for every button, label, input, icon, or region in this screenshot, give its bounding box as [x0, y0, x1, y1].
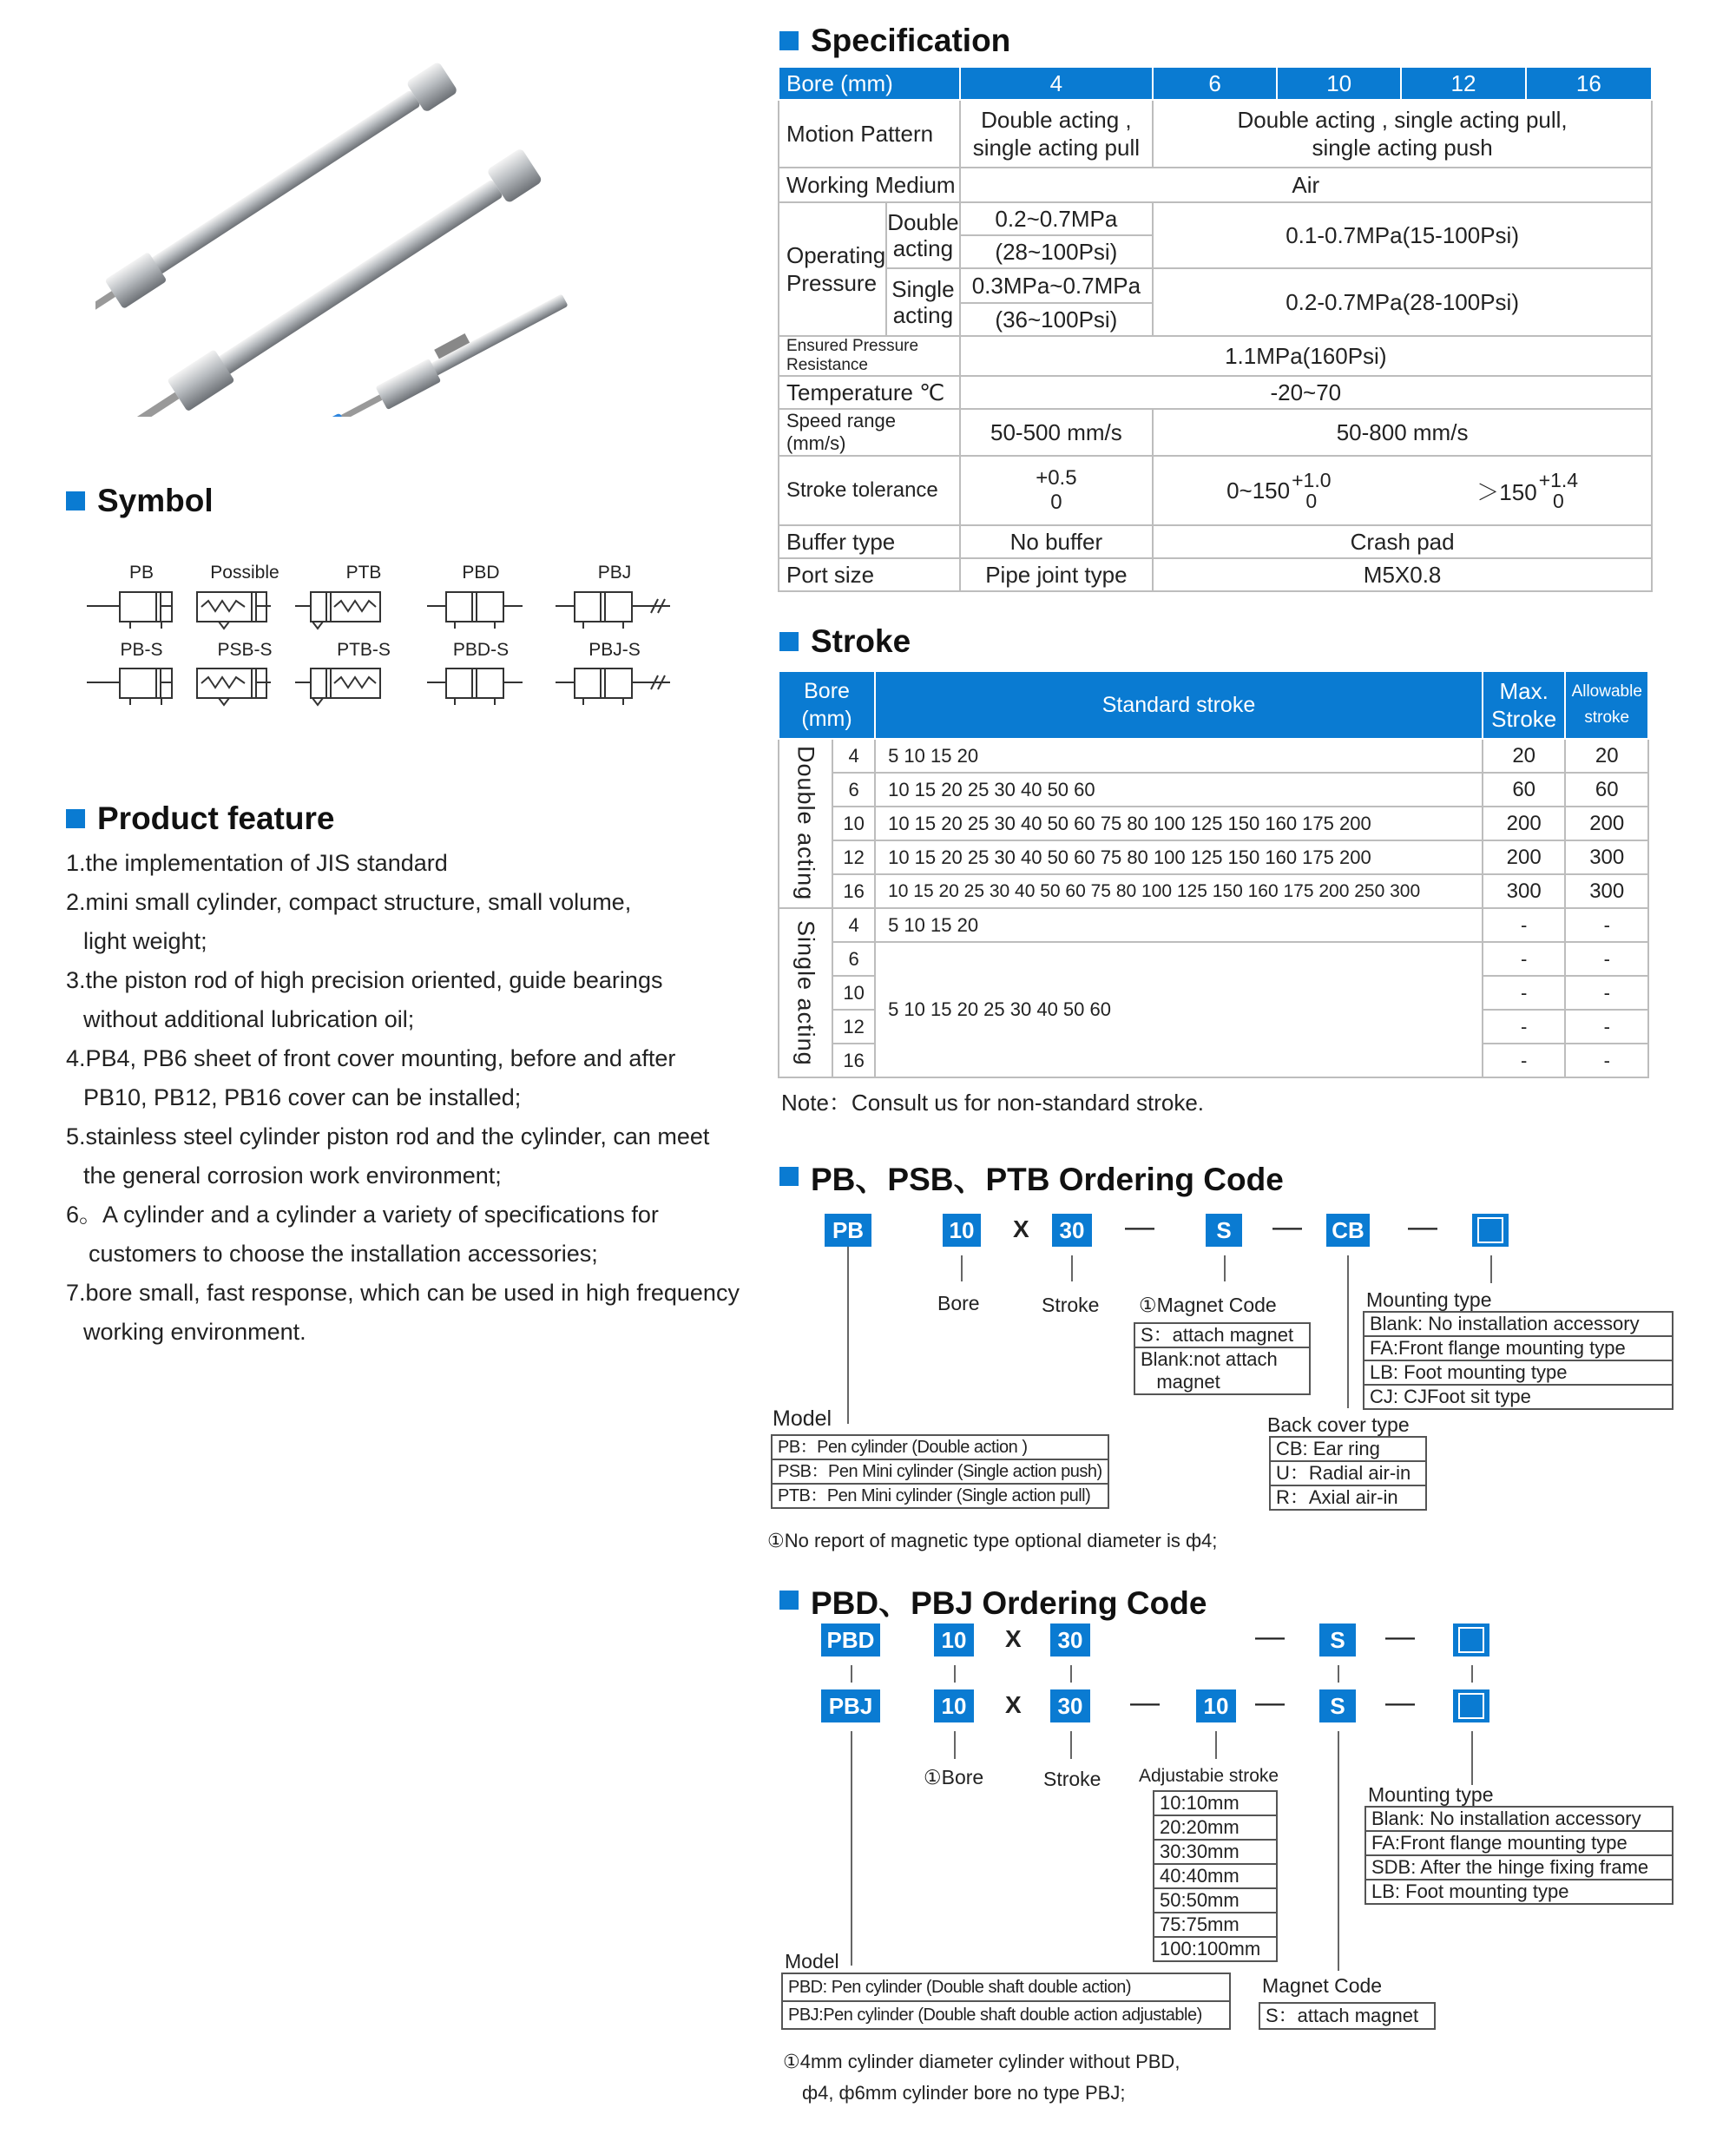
medium-value: Air [960, 168, 1652, 202]
double-acting-group [779, 739, 832, 908]
stroke-bore: 12 [832, 1010, 875, 1044]
pbd-mount-label: Mounting type [1368, 1783, 1494, 1806]
symbol-label: PTB-S [337, 640, 391, 660]
option-item: 75:75mm [1154, 1913, 1276, 1938]
pressure-label: Operating Pressure [779, 202, 886, 336]
feature-line: 5.stainless steel cylinder piston rod and the cylinder, can meet [66, 1123, 710, 1149]
pbj-dash: — [1385, 1686, 1415, 1719]
allowable-stroke: - [1565, 942, 1648, 976]
feature-line: customers to choose the installation accessories; [89, 1241, 598, 1267]
stroke-values: 5 10 15 20 [875, 739, 1483, 773]
bullet-square-icon [779, 1167, 799, 1186]
buffer-4: No buffer [960, 525, 1154, 558]
feature-line: 6。A cylinder and a cylinder a variety of specifications for [66, 1202, 659, 1228]
allowable-stroke: - [1565, 976, 1648, 1010]
tolerance-label: Stroke tolerance [779, 456, 960, 525]
symbol-label: Possible [210, 563, 279, 583]
stroke-bore: 10 [832, 976, 875, 1010]
bullet-square-icon [779, 1591, 799, 1610]
symbol-label: PTB [345, 563, 382, 583]
pbd-order-heading: PBD、PBJ Ordering Code [779, 1577, 1207, 1624]
tolerance-a-base: 0~150 [1226, 477, 1291, 504]
single-acting-label: Single acting [886, 268, 959, 336]
connector-line [1347, 1255, 1349, 1408]
bullet-square-icon [779, 31, 799, 50]
product-photo [95, 52, 686, 417]
double-rest: 0.1-0.7MPa(15-100Psi) [1153, 202, 1652, 268]
pb-magnet-options [1134, 1322, 1311, 1395]
tolerance-4-up: +0.5 [1036, 466, 1077, 490]
connector-line [954, 1731, 956, 1759]
pb-dash: — [1125, 1210, 1154, 1243]
single-4a: 0.3MPa~0.7MPa [960, 268, 1154, 303]
symbol-label: PBJ-S [589, 640, 641, 660]
pbd-adjustable-label: Adjustabie stroke [1139, 1766, 1279, 1786]
bullet-square-icon [66, 809, 85, 828]
pb-dash: — [1272, 1210, 1302, 1243]
symbol-label: PB [128, 563, 154, 583]
pbd-bore-label: ①Bore [924, 1766, 984, 1788]
connector-line [954, 1665, 956, 1683]
pb-model-code: PB [825, 1214, 871, 1247]
bullet-square-icon [66, 491, 85, 510]
double-4b: (28~100Psi) [960, 235, 1154, 268]
product-feature-heading: Product feature [66, 800, 334, 837]
pb-x-sign: X [1013, 1215, 1029, 1242]
max-stroke: 300 [1483, 874, 1566, 908]
symbol-label: PSB-S [217, 640, 273, 660]
stroke-bore: 10 [832, 807, 875, 840]
option-item: CJ: CJFoot sit type [1370, 1386, 1531, 1407]
speed-4: 50-500 mm/s [960, 409, 1154, 456]
symbol-label: PBJ [597, 563, 632, 583]
allowable-stroke: 20 [1565, 739, 1648, 773]
speed-label: Speed range (mm/s) [779, 409, 960, 456]
max-stroke: 60 [1483, 773, 1566, 807]
cylinder-symbols-icon [78, 583, 686, 714]
pbj-magnet-code: S [1319, 1689, 1356, 1722]
pb-magnet-label: ①Magnet Code [1139, 1294, 1277, 1316]
feature-list [66, 844, 795, 1352]
specification-table [778, 66, 1653, 592]
option-item: LB: Foot mounting type [1371, 1880, 1569, 1902]
single-4b: (36~100Psi) [960, 303, 1154, 336]
pb-magnet-code: S [1206, 1214, 1242, 1247]
double-acting-label: Double acting [886, 202, 959, 268]
pb-model-options [771, 1434, 1109, 1509]
max-stroke: 200 [1483, 840, 1566, 874]
single-acting-group [779, 908, 832, 1077]
max-stroke: 200 [1483, 807, 1566, 840]
connector-line [1471, 1731, 1473, 1785]
bullet-square-icon [779, 632, 799, 651]
stroke-bore: 12 [832, 840, 875, 874]
pbd-bore-code: 10 [934, 1624, 974, 1656]
option-item: Blank: No installation accessory [1364, 1313, 1672, 1337]
connector-line [1215, 1731, 1217, 1759]
bore-10: 10 [1277, 67, 1401, 100]
connector-line [1471, 1665, 1473, 1683]
port-label: Port size [779, 558, 960, 591]
feature-line: 4.PB4, PB6 sheet of front cover mounting, before and after [66, 1045, 676, 1071]
pbd-magnet-label: Magnet Code [1262, 1974, 1383, 1997]
pb-cover-code: CB [1326, 1214, 1370, 1247]
option-item: S：attach magnet [1266, 2005, 1419, 2026]
pbd-stroke-label: Stroke [1043, 1768, 1101, 1790]
max-stroke: - [1483, 976, 1566, 1010]
double-acting-vertical-label: Double acting [792, 746, 819, 901]
stroke-bore: 16 [832, 874, 875, 908]
stroke-values: 10 15 20 25 30 40 50 60 [875, 773, 1483, 807]
pb-order-note: ①No report of magnetic type optional diameter is ф4; [767, 1530, 1218, 1551]
connector-line [1071, 1255, 1073, 1281]
pb-stroke-label: Stroke [1042, 1294, 1100, 1316]
stroke-values: 5 10 15 20 [875, 908, 1483, 942]
option-item: PBD: Pen cylinder (Double shaft double action) [783, 1974, 1229, 2002]
stroke-bore: 16 [832, 1044, 875, 1077]
option-item: 30:30mm [1154, 1841, 1276, 1865]
feature-line: the general corrosion work environment; [83, 1163, 502, 1189]
symbol-label: PB-S [120, 640, 163, 660]
double-4a: 0.2~0.7MPa [960, 202, 1154, 235]
pb-mount-options [1363, 1311, 1674, 1410]
feature-line: light weight; [83, 928, 207, 954]
option-item: FA:Front flange mounting type [1366, 1832, 1672, 1856]
option-item: 10:10mm [1154, 1792, 1276, 1816]
pbj-x-sign: X [1005, 1691, 1022, 1718]
allowable-stroke: 60 [1565, 773, 1648, 807]
buffer-label: Buffer type [779, 525, 960, 558]
tolerance-4 [960, 456, 1154, 525]
bore-4: 4 [960, 67, 1154, 100]
pbd-magnet-options [1259, 2002, 1436, 2030]
pbd-adjustable-options [1153, 1790, 1278, 1962]
max-stroke: 20 [1483, 739, 1566, 773]
connector-line [1338, 1665, 1339, 1683]
connector-line [1338, 1731, 1339, 1971]
feature-line: 2.mini small cylinder, compact structure, small volume, [66, 889, 632, 915]
bore-6: 6 [1153, 67, 1277, 100]
option-item: S：attach magnet [1135, 1324, 1309, 1348]
pbj-model-code: PBJ [821, 1689, 880, 1722]
bore-header: Bore (mm) [779, 67, 960, 100]
feature-line: without additional lubrication oil; [83, 1006, 415, 1032]
stroke-values: 10 15 20 25 30 40 50 60 75 80 100 125 150 160 175 200 [875, 840, 1483, 874]
pbj-mount-code-empty-icon [1453, 1689, 1489, 1722]
port-4: Pipe joint type [960, 558, 1154, 591]
option-item: LB: Foot mounting type [1364, 1361, 1672, 1386]
tolerance-b-base: ＞150 [1476, 478, 1537, 505]
specification-heading: Specification [779, 23, 1010, 59]
motion-rest: Double acting , single acting pull, single acting push [1153, 100, 1652, 168]
connector-line [851, 1731, 852, 1966]
symbol-label: PBD-S [452, 640, 510, 660]
pbd-model-label: Model [785, 1950, 839, 1973]
option-item: Blank:not attach magnet [1141, 1348, 1278, 1393]
stroke-note: Note：Consult us for non-standard stroke. [781, 1090, 1205, 1116]
feature-line: working environment. [83, 1319, 306, 1345]
port-rest: M5X0.8 [1153, 558, 1652, 591]
max-stroke: - [1483, 942, 1566, 976]
medium-label: Working Medium [779, 168, 960, 202]
tolerance-4-down: 0 [1050, 491, 1062, 514]
pbd-order-note-1: ①4mm cylinder diameter cylinder without PBD, [783, 2051, 1180, 2072]
feature-line: 1.the implementation of JIS standard [66, 850, 448, 876]
option-item: 20:20mm [1154, 1816, 1276, 1841]
connector-line [1070, 1731, 1072, 1759]
tolerance-b-up: +1.4 [1538, 469, 1579, 491]
pbd-stroke-code: 30 [1050, 1624, 1090, 1656]
option-item: PB：Pen cylinder (Double action ) [773, 1436, 1108, 1460]
stroke-values: 10 15 20 25 30 40 50 60 75 80 100 125 150 160 175 200 [875, 807, 1483, 840]
buffer-rest: Crash pad [1153, 525, 1652, 558]
pbj-adjustable-code: 10 [1196, 1689, 1236, 1722]
feature-line: 7.bore small, fast response, which can be used in high frequency [66, 1280, 740, 1306]
stroke-bore: 4 [832, 739, 875, 773]
max-stroke-header: Max. Stroke [1483, 671, 1566, 739]
tolerance-a-up: +1.0 [1292, 469, 1332, 491]
option-item: CB: Ear ring [1271, 1438, 1425, 1462]
motion-label: Motion Pattern [779, 100, 960, 168]
pb-bore-label: Bore [937, 1292, 980, 1314]
pb-back-cover-label: Back cover type [1267, 1413, 1410, 1436]
tolerance-rest [1153, 456, 1652, 525]
pbj-stroke-code: 30 [1050, 1689, 1090, 1722]
pbd-model-options [781, 1973, 1231, 2030]
pb-back-cover-options [1269, 1436, 1427, 1511]
pbj-dash: — [1255, 1686, 1285, 1719]
pb-model-label: Model [773, 1406, 832, 1431]
option-item: 100:100mm [1160, 1938, 1261, 1959]
option-item: PTB：Pen Mini cylinder (Single action pull) [778, 1486, 1091, 1505]
resistance-value: 1.1MPa(160Psi) [960, 336, 1652, 376]
option-item: 50:50mm [1154, 1889, 1276, 1913]
option-item: FA:Front flange mounting type [1364, 1337, 1672, 1361]
option-item: 40:40mm [1154, 1865, 1276, 1889]
connector-line [1224, 1255, 1226, 1281]
speed-rest: 50-800 mm/s [1153, 409, 1652, 456]
pbj-bore-code: 10 [934, 1689, 974, 1722]
allowable-stroke: - [1565, 1044, 1648, 1077]
pbd-model-code: PBD [821, 1624, 880, 1656]
pbd-mount-code-empty-icon [1453, 1624, 1489, 1656]
feature-line: PB10, PB12, PB16 cover can be installed; [83, 1084, 522, 1110]
temperature-label: Temperature ℃ [779, 376, 960, 409]
pbd-magnet-code: S [1319, 1624, 1356, 1656]
pb-order-heading: PB、PSB、PTB Ordering Code [779, 1153, 1284, 1200]
stroke-bore: 4 [832, 908, 875, 942]
allowable-stroke-header: Allowable stroke [1565, 671, 1648, 739]
standard-stroke-header: Standard stroke [875, 671, 1483, 739]
pbd-x-sign: X [1005, 1625, 1022, 1652]
allowable-stroke: 200 [1565, 807, 1648, 840]
pb-mount-code-empty-icon [1472, 1214, 1509, 1247]
pb-dash: — [1408, 1210, 1437, 1243]
single-acting-vertical-label: Single acting [792, 919, 819, 1066]
tolerance-b-down: 0 [1552, 490, 1564, 512]
pbd-mount-options [1364, 1806, 1674, 1905]
max-stroke: - [1483, 1010, 1566, 1044]
tolerance-a-down: 0 [1305, 490, 1318, 512]
connector-line [851, 1665, 852, 1683]
option-item: Blank: No installation accessory [1366, 1808, 1672, 1832]
stroke-bore: 6 [832, 773, 875, 807]
bore-12: 12 [1401, 67, 1525, 100]
option-item: PBJ:Pen cylinder (Double shaft double action adjustable) [788, 2006, 1202, 2025]
allowable-stroke: 300 [1565, 840, 1648, 874]
allowable-stroke: 300 [1565, 874, 1648, 908]
pbd-order-note-2: ф4, ф6mm cylinder bore no type PBJ; [802, 2082, 1126, 2104]
resistance-label: Ensured Pressure Resistance [779, 336, 960, 376]
single-shared-strokes: 5 10 15 20 25 30 40 50 60 [875, 942, 1483, 1077]
symbol-label: PBD [462, 563, 500, 583]
feature-line: 3.the piston rod of high precision oriented, guide bearings [66, 967, 663, 993]
motion-4: Double acting , single acting pull [960, 100, 1154, 168]
connector-line [847, 1247, 849, 1424]
pb-stroke-code: 30 [1052, 1214, 1092, 1247]
pbd-dash: — [1385, 1620, 1415, 1653]
pb-bore-code: 10 [943, 1214, 981, 1247]
single-rest: 0.2-0.7MPa(28-100Psi) [1153, 268, 1652, 336]
stroke-table [778, 670, 1649, 1078]
allowable-stroke: - [1565, 908, 1648, 942]
max-stroke: - [1483, 1044, 1566, 1077]
stroke-bore-header: Bore (mm) [779, 671, 875, 739]
max-stroke: - [1483, 908, 1566, 942]
stroke-heading: Stroke [779, 623, 911, 660]
stroke-bore: 6 [832, 942, 875, 976]
connector-line [1490, 1255, 1492, 1283]
connector-line [961, 1255, 963, 1281]
pbd-dash: — [1255, 1620, 1285, 1653]
option-item: U：Radial air-in [1271, 1462, 1425, 1486]
stroke-values: 10 15 20 25 30 40 50 60 75 80 100 125 150 160 175 200 250 300 [875, 874, 1483, 908]
symbol-heading: Symbol [66, 483, 214, 519]
connector-line [1070, 1665, 1072, 1683]
pb-mount-label: Mounting type [1366, 1288, 1492, 1311]
option-item: SDB: After the hinge fixing frame [1366, 1856, 1672, 1880]
bore-16: 16 [1526, 67, 1652, 100]
allowable-stroke: - [1565, 1010, 1648, 1044]
option-item: PSB：Pen Mini cylinder (Single action push) [773, 1460, 1108, 1485]
temperature-value: -20~70 [960, 376, 1652, 409]
pbj-dash: — [1130, 1686, 1160, 1719]
option-item: R：Axial air-in [1276, 1486, 1398, 1508]
